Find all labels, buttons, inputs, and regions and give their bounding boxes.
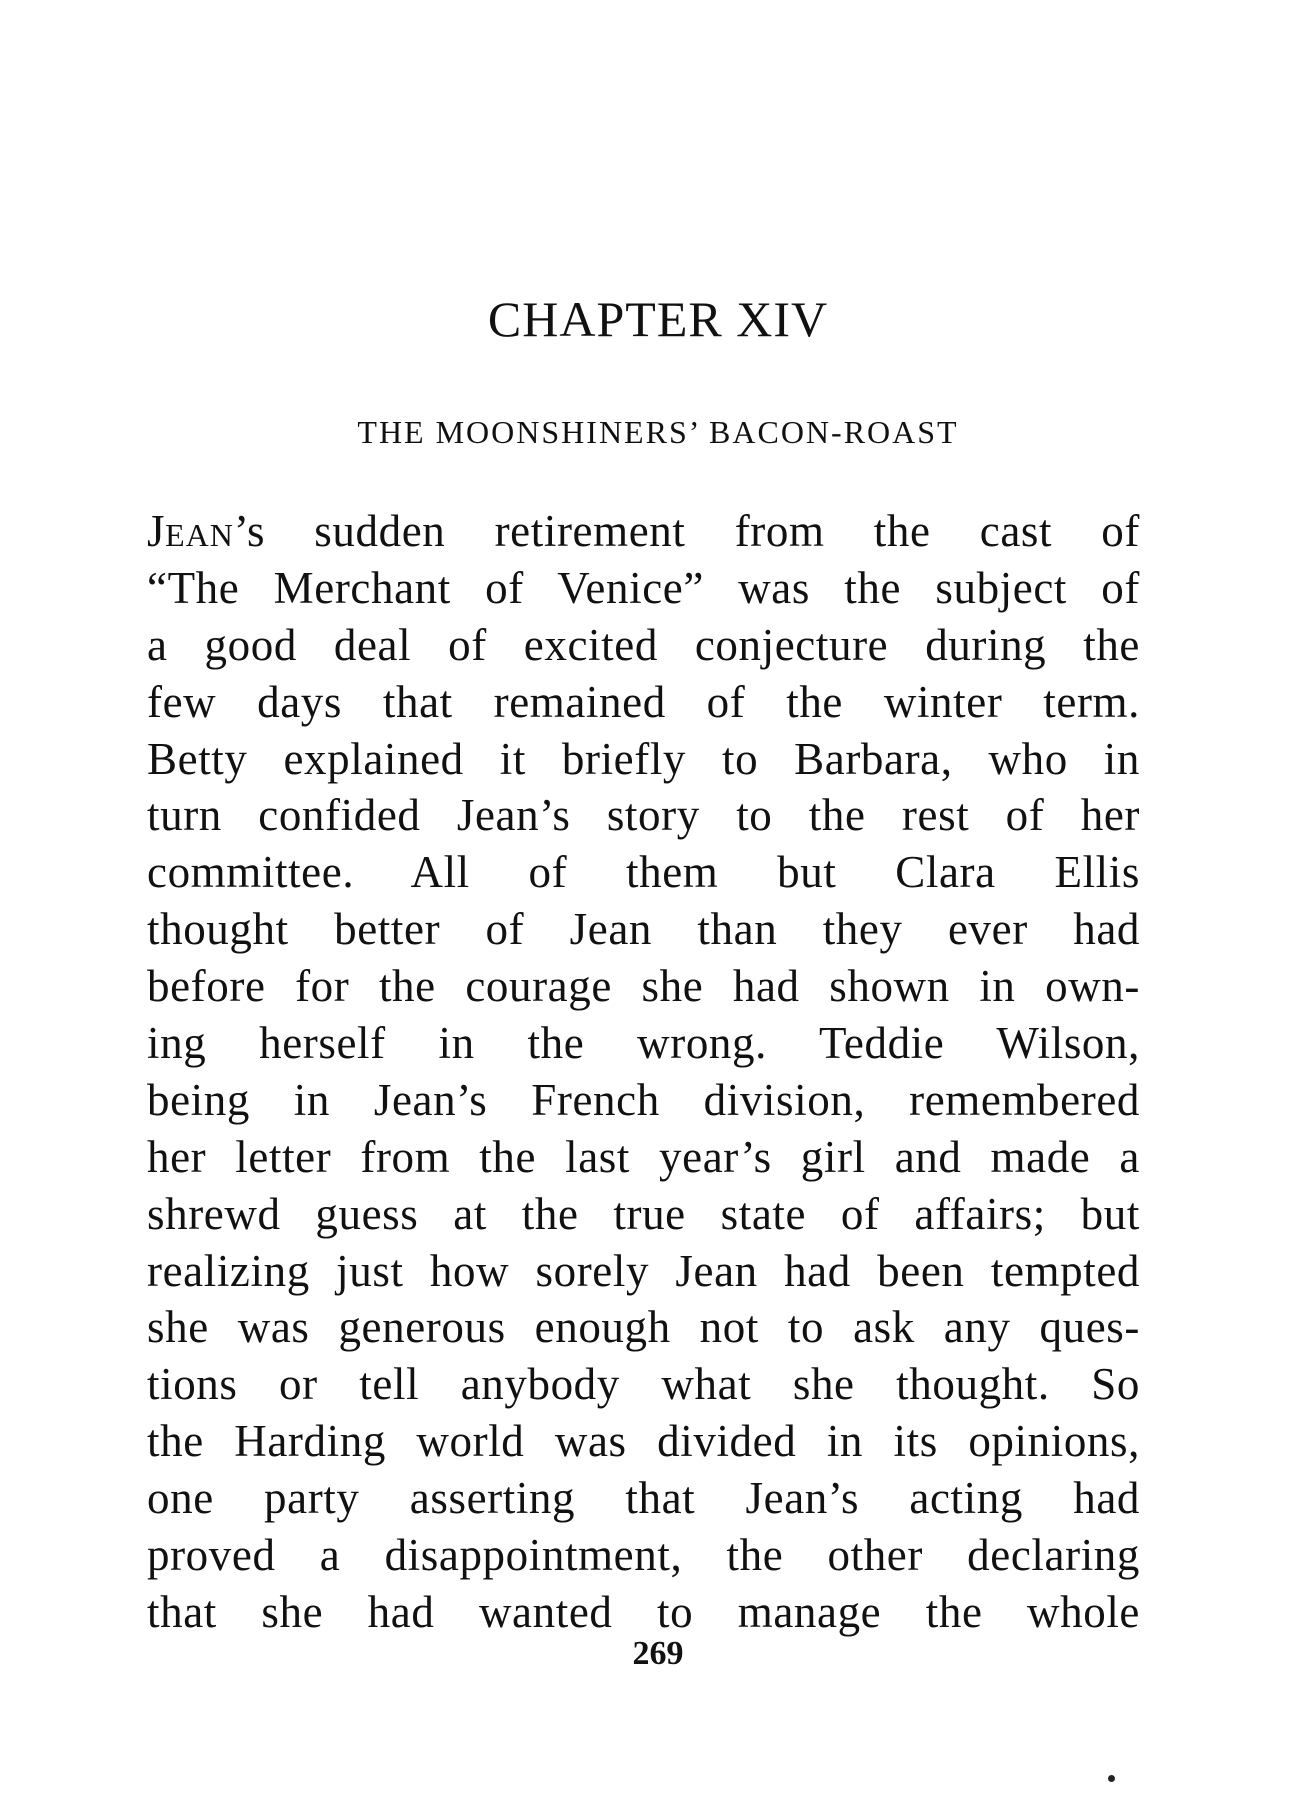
text-line: committee. All of them but Clara Ellis [147,847,1140,898]
initial-letter: J [147,506,166,556]
text-line: she was generous enough not to ask any ques- [147,1302,1140,1353]
text-line: “The Merchant of Venice” was the subject of [147,562,1140,613]
text-line: few days that remained of the winter term. [147,676,1140,727]
ink-speck [1108,1775,1115,1782]
text-line [147,503,1140,560]
body-text [147,503,1140,1641]
text-line: realizing just how sorely Jean had been tempted [147,1245,1140,1296]
chapter-title: THE MOONSHINERS’ BACON-ROAST [357,414,959,450]
text-line: tions or tell anybody what she thought. So [147,1359,1140,1410]
text-line: ing herself in the wrong. Teddie Wilson, [147,1018,1140,1069]
text-line: being in Jean’s French division, remembered [147,1074,1140,1125]
text-line: that she had wanted to manage the whole [147,1586,1140,1637]
text-line: a good deal of excited conjecture during the [147,619,1140,670]
chapter-number: CHAPTER XIV [487,291,829,347]
text-line: one party asserting that Jean’s acting had [147,1473,1140,1524]
line-remainder: ’s sudden retirement from the cast of [233,506,1140,556]
text-line: the Harding world was divided in its opinions, [147,1416,1140,1467]
text-line: before for the courage she had shown in own- [147,961,1140,1012]
text-line: shrewd guess at the true state of affairs; but [147,1188,1140,1239]
text-line: Betty explained it briefly to Barbara, who in [147,733,1140,784]
text-line: thought better of Jean than they ever had [147,904,1140,955]
page-number: 269 [632,1635,684,1672]
text-line: proved a disappointment, the other declaring [147,1530,1140,1581]
small-caps-word: EAN [165,517,234,553]
text-line: her letter from the last year’s girl and made a [147,1131,1140,1182]
text-line: turn confided Jean’s story to the rest of her [147,790,1140,841]
